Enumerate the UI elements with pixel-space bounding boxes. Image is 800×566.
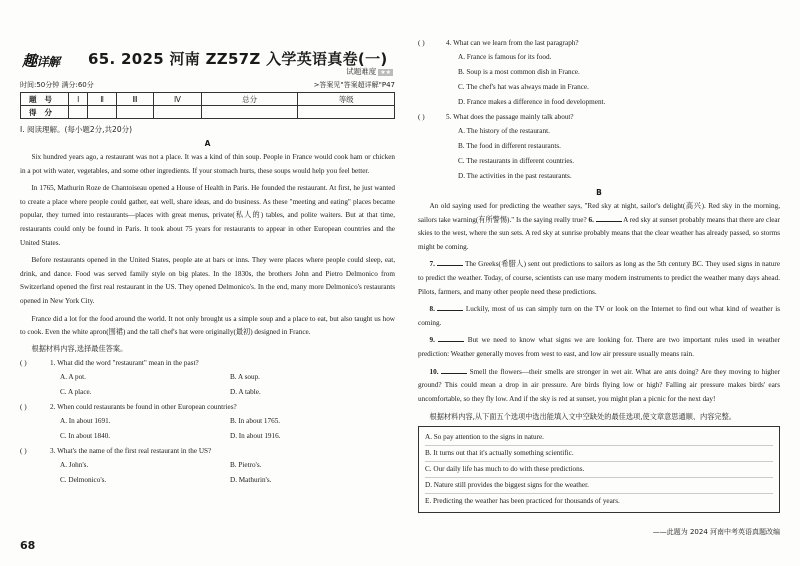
passage-letter: B: [596, 188, 602, 197]
right-column: [418, 36, 780, 513]
question-text: When could restaurants be found in other European countries?: [57, 402, 237, 411]
option[interactable]: C. The chef's hat was always made in France.: [458, 83, 589, 91]
option[interactable]: A. The history of the restaurant.: [458, 127, 550, 135]
question-text: What did the word "restaurant" mean in the past?: [57, 358, 199, 367]
score-cell[interactable]: [154, 106, 202, 119]
choice-item[interactable]: B. It turns out that it's actually something scientific.: [425, 446, 773, 462]
answer-slot[interactable]: ( ): [20, 446, 27, 455]
score-table-col: 总分: [201, 93, 298, 106]
option[interactable]: A. A pot.: [60, 372, 86, 381]
option[interactable]: B. A soup.: [230, 372, 260, 381]
question: ( ) 4. What can we learn from the last paragraph? A. France is famous for its food. B. Soup is a most common dish in France. C. The chef's hat was always made in France. D. France makes a difference in food development.: [418, 36, 780, 110]
page-header: [20, 40, 395, 70]
score-cell[interactable]: [116, 106, 153, 119]
source-note: ——此题为 2024 河南中考英语真题改编: [652, 528, 780, 536]
left-column: [20, 40, 395, 488]
blank-6[interactable]: [596, 214, 622, 222]
answer-slot[interactable]: ( ): [20, 402, 27, 411]
option[interactable]: D. In about 1916.: [230, 431, 281, 440]
passage-paragraph: 10. Smell the flowers—their smells are stronger in wet air. What are ants doing? Are they moving to higher ground? This could mean a drop in air pressure. Are birds flying low or high? Falling air pressure makes birds' ears uncomfortable, so they fly low. And if the sky is red at sunset, you might plan a picnic for the next day!: [418, 367, 780, 403]
question-text: What can we learn from the last paragraph?: [453, 39, 579, 47]
exam-title: 65. 2025 河南 ZZ57Z 入学英语真卷(一): [88, 50, 388, 68]
answer-reference: >答案见"答案超详解"P47: [313, 81, 395, 89]
option[interactable]: C. The restaurants in different countries.: [458, 157, 575, 165]
option[interactable]: D. Mathurin's.: [230, 475, 272, 484]
passage-letter: A: [204, 139, 211, 148]
choice-item[interactable]: A. So pay attention to the signs in nature.: [425, 430, 773, 446]
option[interactable]: D. A table.: [230, 387, 261, 396]
passage-paragraph: Before restaurants opened in the United States, people ate at bars or inns. They were places where people could sleep, eat, drink, and dance. Food was served family style on big plates. In the 1830s, the brothers John and Pietro Delmonico from Switzerland opened the first real restaurant in the US. They opened Delmonico's. In the end, many more Delmonico's restaurants opened in New York City.: [20, 256, 395, 305]
question: ( ) 5. What does the passage mainly talk about? A. The history of the restaurant. B. The food in different restaurants. C. The restaurants in different countries. D. The activities in the past restaurants.: [418, 110, 780, 184]
option[interactable]: A. France is famous for its food.: [458, 53, 552, 61]
passage-paragraph: In 1765, Mathurin Roze de Chantoiseau opened a House of Health in Paris. He founded the restaurant. At first, he just wanted to create a place where people could gather, eat well, share ideas, and do business. As these "meeting and eating" places became popular, they turned into restaurants—places with great menus, private(私人的) tables, and polite waiters. But at that time, restaurants could only be found in Paris. It took about 75 years for restaurants to appear in other European countries and the United States.: [20, 184, 395, 247]
section-title: Ⅰ. 阅读理解。(每小题2分,共20分): [20, 125, 133, 134]
option[interactable]: D. France makes a difference in food development.: [458, 98, 606, 106]
passage-paragraph: Six hundred years ago, a restaurant was not a place. It was a kind of thin soup. People in France would cook ham or chicken in a pot with water, vegetables, and some other ingredients. If your stomach hurts, these soups would help you feel better.: [20, 153, 395, 175]
question-text: What's the name of the first real restaurant in the US?: [57, 446, 212, 455]
passage-paragraph: 7. The Greeks(希腊人) sent out predictions to sailors as long as the 5th century BC. They used signs in nature to predict the weather. Today, of course, scientists can use many modern instruments to predict the weather many days ahead. Pilots, farmers, and many other people need these predictions.: [418, 260, 781, 296]
choice-item[interactable]: C. Our daily life has much to do with these predictions.: [425, 462, 773, 478]
score-table-col: 等级: [298, 93, 395, 106]
instruction: 根据材料内容,从下面五个选项中选出能填入文中空缺处的最佳选项,使文章意思通顺、内容完整。: [429, 412, 736, 422]
exam-meta: [20, 80, 395, 90]
question: ( ) 1. What did the word "restaurant" mean in the past? A. A pot. B. A soup. C. A place. D. A table.: [20, 356, 395, 400]
difficulty-indicator: 试题难度 ★★: [346, 67, 391, 76]
time-score: 时间:50分钟 满分:60分: [20, 81, 94, 89]
option[interactable]: B. The food in different restaurants.: [458, 142, 561, 150]
score-table-row: [21, 106, 395, 119]
option[interactable]: B. In about 1765.: [230, 416, 281, 425]
score-table-row: [21, 93, 395, 106]
option[interactable]: C. In about 1840.: [60, 431, 111, 440]
score-cell[interactable]: [201, 106, 298, 119]
option[interactable]: B. Pietro's.: [230, 460, 262, 469]
choice-item[interactable]: E. Predicting the weather has been practiced for thousands of years.: [425, 497, 620, 506]
score-table-col: Ⅲ: [116, 93, 153, 106]
score-table-label: 得分: [21, 106, 69, 119]
blank-10[interactable]: [441, 366, 467, 374]
passage-paragraph: France did a lot for the food around the world. It not only brought us a simple soup and a place to eat, but also taught us how to cook. Even the white apron(围裙) and the tall chef's hat were originally(最初) designed in France.: [20, 314, 395, 337]
option[interactable]: D. The activities in the past restaurants.: [458, 172, 572, 180]
option[interactable]: A. In about 1691.: [60, 416, 111, 425]
question: ( ) 2. When could restaurants be found in other European countries? A. In about 1691. B. In about 1765. C. In about 1840. D. In about 1916.: [20, 400, 395, 444]
score-table-col: Ⅰ: [69, 93, 88, 106]
option[interactable]: C. Delmonico's.: [60, 475, 107, 484]
answer-slot[interactable]: ( ): [418, 39, 425, 47]
score-table-col: Ⅱ: [88, 93, 116, 106]
instruction: 根据材料内容,选择最佳答案。: [31, 343, 128, 353]
answer-slot[interactable]: ( ): [20, 358, 27, 367]
question: ( ) 3. What's the name of the first real restaurant in the US? A. John's. B. Pietro's. C. Delmonico's. D. Mathurin's.: [20, 444, 395, 488]
score-cell[interactable]: [69, 106, 88, 119]
option[interactable]: A. John's.: [60, 460, 89, 469]
passage-paragraph: 8. Luckily, most of us can simply turn on the TV or look on the Internet to find out what kind of weather is coming.: [418, 305, 781, 327]
page-number: 68: [20, 539, 36, 552]
passage-paragraph: 9. But we need to know what signs we are looking for. There are two important rules used in weather prediction: Weather generally moves from west to east, and low air pressure usually means rain.: [418, 336, 781, 358]
option[interactable]: C. A place.: [60, 387, 92, 396]
score-table-label: 题号: [21, 93, 69, 106]
option[interactable]: B. Soup is a most common dish in France.: [458, 68, 580, 76]
brand-logo: 趣详解: [22, 52, 60, 70]
score-table-col: Ⅳ: [154, 93, 202, 106]
score-table: [20, 92, 395, 119]
question-text: What does the passage mainly talk about?: [453, 113, 574, 121]
score-cell[interactable]: [298, 106, 395, 119]
choices-box: [418, 426, 780, 513]
passage-paragraph: An old saying used for predicting the weather says, "Red sky at night, sailor's delight(高兴). Red sky in the morning, sailors take warning(有所警惕)." Is the saying really true? 6. A red sky at sunset probably means that there are clear skies to the west, where the sun sets. A red sky at sunrise probably means that the clear weather has already passed, so storms might be coming.: [418, 202, 781, 251]
star-icon: ★★: [380, 69, 391, 76]
blank-9[interactable]: [438, 334, 464, 342]
score-cell[interactable]: [88, 106, 116, 119]
answer-slot[interactable]: ( ): [418, 113, 425, 121]
blank-8[interactable]: [437, 303, 463, 311]
blank-7[interactable]: [437, 258, 463, 266]
choice-item[interactable]: D. Nature still provides the biggest signs for the weather.: [425, 478, 773, 494]
